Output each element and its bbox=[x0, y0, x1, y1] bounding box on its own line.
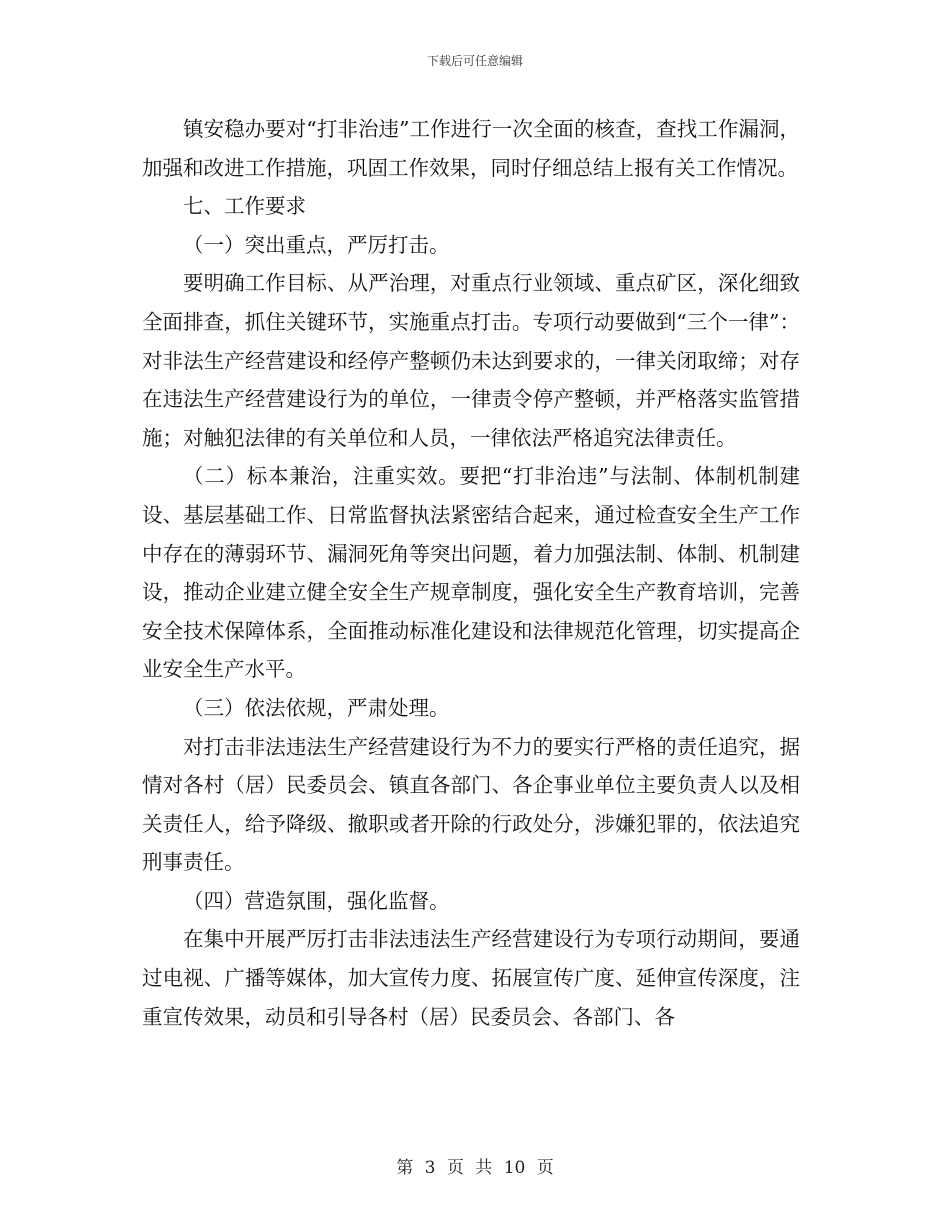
document-body bbox=[142, 110, 800, 1036]
paragraph-3: （二）标本兼治，注重实效。要把“打非治违”与法制、体制机制建设、基层基础工作、日常监督执法紧密结合起来，通过检查安全生产工作中存在的薄弱环节、漏洞死角等突出问题，着力加强法制、体制、机制建设，推动企业建立健全安全生产规章制度，强化安全生产教育培训，完善安全技术保障体系，全面推动标准化建设和法律规范化管理，切实提高企业安全生产水平。 bbox=[142, 464, 800, 682]
section-heading-7: 七、工作要求 bbox=[183, 194, 306, 219]
paragraph-4: 对打击非法违法生产经营建设行为不力的要实行严格的责任追究，据情对各村（居）民委员会、镇直各部门、各企事业单位主要负责人以及相关责任人，给予降级、撤职或者开除的行政处分，涉嫌犯罪的，依法追究刑事责任。 bbox=[142, 734, 800, 875]
subheading-1: （一）突出重点，严厉打击。 bbox=[183, 232, 450, 257]
subheading-4: （四）营造氛围，强化监督。 bbox=[183, 888, 450, 913]
paragraph-5: 在集中开展严厉打击非法违法生产经营建设行为专项行动期间，要通过电视、广播等媒体，加大宣传力度、拓展宣传广度、延伸宣传深度，注重宣传效果，动员和引导各村（居）民委员会、各部门、各 bbox=[142, 927, 800, 1029]
paragraph-1: 镇安稳办要对“打非治违”工作进行一次全面的核查，查找工作漏洞，加强和改进工作措施，巩固工作效果，同时仔细总结上报有关工作情况。 bbox=[142, 117, 800, 180]
paragraph-2: 要明确工作目标、从严治理，对重点行业领域、重点矿区，深化细致全面排查，抓住关键环节，实施重点打击。专项行动要做到“三个一律”：对非法生产经营建设和经停产整顿仍未达到要求的，一律关闭取缔；对存在违法生产经营建设行为的单位，一律责令停产整顿，并严格落实监管措施；对触犯法律的有关单位和人员，一律依法严格追究法律责任。 bbox=[142, 271, 800, 450]
page-header: 下载后可任意编辑 bbox=[426, 54, 523, 68]
subheading-3: （三）依法依规，严肃处理。 bbox=[183, 695, 450, 720]
page-footer: 第 3 页 共 10 页 bbox=[396, 1158, 554, 1178]
